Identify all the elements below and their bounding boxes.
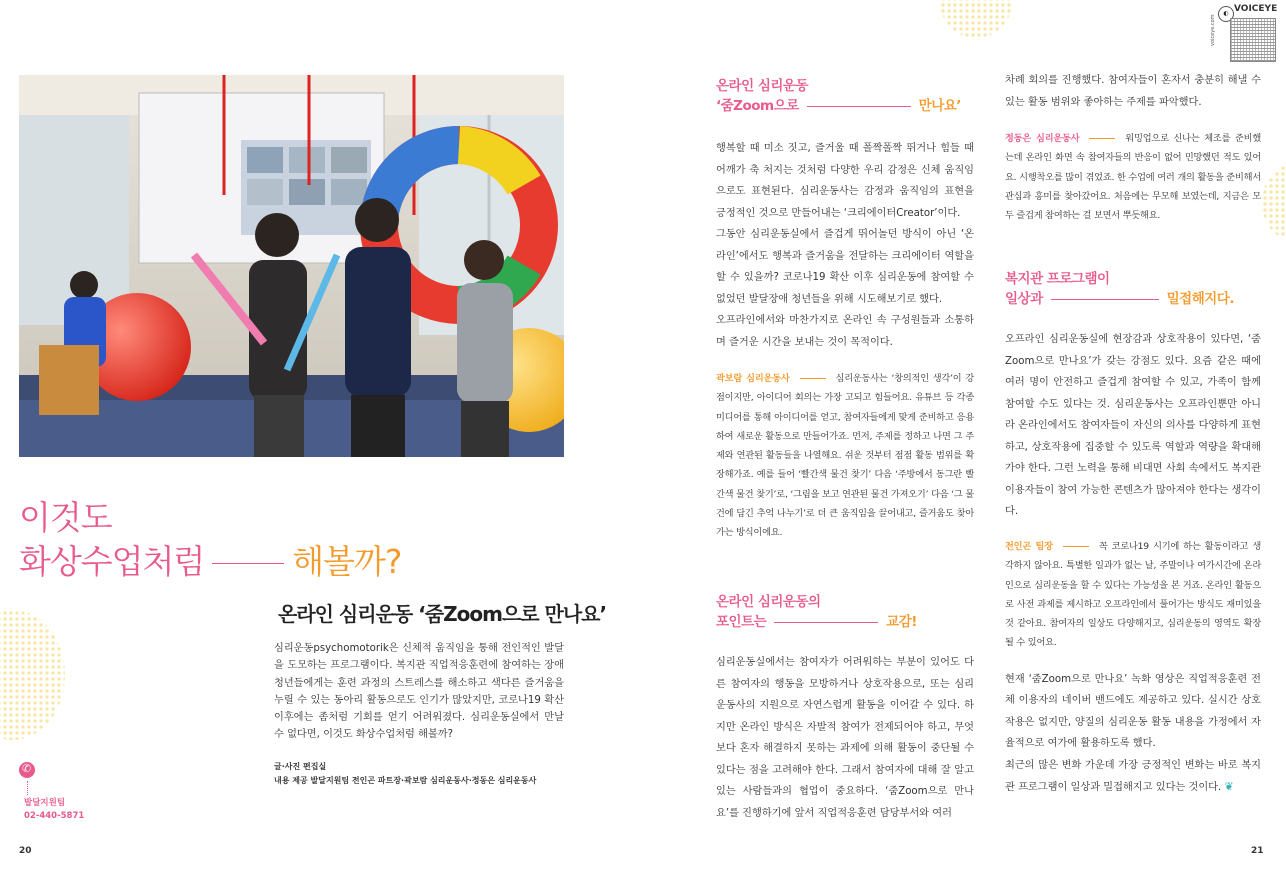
title-rule bbox=[212, 563, 284, 564]
interview-kwak bbox=[716, 369, 974, 543]
voiceye-pattern bbox=[1230, 18, 1276, 62]
voiceye-brand: VOICEYE bbox=[1234, 4, 1278, 14]
title-line2-b: 해볼까? bbox=[292, 542, 402, 581]
speaker-jeong: 정동은 심리운동사 bbox=[1005, 133, 1080, 144]
voiceye-logo-icon: ◐ bbox=[1218, 6, 1234, 22]
contact-info bbox=[24, 797, 84, 823]
section1-rule bbox=[807, 106, 911, 107]
section1-heading-line2-a: ‘줌Zoom으로 bbox=[716, 98, 799, 114]
credit-line1: 글·사진 편집실 bbox=[274, 762, 327, 771]
section3-rule bbox=[1051, 299, 1159, 300]
section2-heading bbox=[716, 592, 974, 632]
quote-kwak: 심리운동사는 ‘창의적인 생각’이 강점이지만, 아이디어 회의는 가장 고되고 힘들어요. 유튜브 등 각종 미디어를 통해 아이디어를 얻고, 참여자들에게 맞게 준비하고 응용하여 새로운 활동으로 만들어가죠. 먼저, 주제를 정하고 나면 그 주제와 연관된 활동들을 나열해요. 쉬운 것부터 점점 활동 범위를 확장해가죠. 예를 들어 ‘빨간색 물건 찾기’ 다음 ‘주방에서 동그란 빨간색 물건 찾기’로, ‘그림을 보고 연관된 물건 가져오기’ 다음 ‘그 물건에 담긴 추억 나누기’로 더 큰 움직임을 끌어내고, 즐거움도 찾아가는 방식이에요. bbox=[716, 373, 974, 539]
quote-jeong: 워밍업으로 신나는 체조를 준비했는데 온라인 화면 속 참여자들의 반응이 없어 민망했던 적도 있어요. 시행착오를 많이 겪었죠. 한 수업에 여러 개의 활동을 준비해서 관심과 흥미를 찾아갔어요. 처음에는 무모해 보였는데, 지금은 모두 즐겁게 참여하는 걸 보면서 뿌듯해요. bbox=[1005, 133, 1261, 222]
title-line2-a: 화상수업처럼 bbox=[19, 542, 205, 581]
article-photo bbox=[19, 75, 564, 457]
end-mark-icon: ❦ bbox=[1224, 780, 1234, 794]
speaker-jeon-rule bbox=[1063, 546, 1089, 547]
interview-jeon bbox=[1005, 537, 1261, 653]
speaker-jeong-rule bbox=[1089, 138, 1115, 139]
dot-decoration-top bbox=[940, 0, 1012, 38]
section1-paragraph3: 오프라인에서와 마찬가지로 온라인 속 구성원들과 소통하며 즐거운 시간을 보내는 것이 목적이다. bbox=[716, 315, 974, 348]
credit-line2: 내용 제공 발달지원팀 전인곤 파트장·곽보람 심리운동사·정동은 심리운동사 bbox=[274, 776, 537, 785]
section2-heading-line2-a: 포인트는 bbox=[716, 614, 767, 630]
column3 bbox=[1005, 70, 1261, 799]
section1-heading-line1: 온라인 심리운동 bbox=[716, 78, 808, 94]
col3-paragraph3 bbox=[1005, 755, 1261, 799]
dot-decoration-right bbox=[1262, 165, 1286, 240]
phone-icon: ✆ bbox=[19, 762, 35, 778]
section2-paragraph1: 심리운동실에서는 참여자가 어려워하는 부분이 있어도 다른 참여자의 행동을 모방하거나 상호작용으로, 또는 심리운동사의 지원으로 자연스럽게 활동을 이어갈 수 있다. 하지만 온라인 방식은 자발적 참여가 전제되어야 하고, 무엇보다 혼자 해결하지 못하는 과제에 의해 활동이 중단될 수 있다는 점을 고려해야 한다. 그래서 참여자에 대해 잘 알고 있는 사람들과의 협업이 중요하다. ‘줌Zoom으로 만나요’를 진행하기에 앞서 직업적응훈련 담당부서와 여러 bbox=[716, 657, 974, 819]
page-number-right: 21 bbox=[1251, 846, 1264, 856]
section3-heading-line1: 복지관 프로그램이 bbox=[1005, 271, 1110, 288]
section1-heading bbox=[716, 76, 974, 116]
contact-dotted-line bbox=[27, 781, 28, 795]
quote-jeon: 꼭 코로나19 시기에 하는 활동이라고 생각하지 않아요. 특별한 일과가 없는 날, 주말이나 여가시간에 온라인으로 심리운동을 할 수 있다는 가능성을 본 거죠. 온라인 활동으로 사전 과제를 제시하고 오프라인에서 풀어가는 방식도 재미있을 것 같아요. 참여자의 일상도 다양해지고, 심리운동의 영역도 확장될 수 있어요. bbox=[1005, 540, 1261, 649]
section1-paragraph1: 행복할 때 미소 짓고, 즐거울 때 폴짝폴짝 뛰거나 힘들 때 어깨가 축 처지는 것처럼 다양한 우리 감정은 신체 움직임으로도 표현된다. 심리운동사는 감정과 움직임의 표현을 긍정적인 것으로 만들어내는 ‘크리에이터Creator’이다. bbox=[716, 143, 974, 219]
credits bbox=[274, 760, 536, 788]
page-number-left: 20 bbox=[19, 846, 32, 856]
section2-heading-line2-b: 교감! bbox=[886, 614, 917, 630]
contact-phone: 02-440-5871 bbox=[24, 811, 85, 821]
col3-paragraph1: 오프라인 심리운동실에 현장감과 상호작용이 있다면, ‘줌Zoom으로 만나요’가 갖는 강점도 있다. 요즘 같은 때에 여러 명이 안전하고 즐겁게 참여할 수 있고, 가족이 함께 참여할 수도 있다는 것. 심리운동사는 오프라인뿐만 아니라 온라인에서도 참여자들이 자신의 의사를 다양하게 표현하고, 상호작용에 집중할 수 있도록 역할과 역량을 확대해가야 한다. 그런 노력을 통해 비대면 사회 속에서도 복지관 이용자들이 참여 가능한 콘텐츠가 많아져야 한다는 생각이다. bbox=[1005, 334, 1261, 518]
intro-paragraph: 심리운동psychomotorik은 신체적 움직임을 통해 전인적인 발달을 도모하는 프로그램이다. 복지관 직업적응훈련에 참여하는 장애 청년들에게는 훈련 과정의 스트레스를 해소하고 색다른 즐거움을 누릴 수 있는 동아리 활동으로도 인기가 많았지만, 코로나19 확산 이후에는 좀처럼 기회를 얻기 어려워졌다. 심리운동실에서 만날 수 없다면, 이것도 화상수업처럼 해볼까? bbox=[274, 643, 564, 741]
voiceye-code bbox=[1210, 2, 1278, 62]
speaker-kwak-rule bbox=[800, 378, 826, 379]
speaker-kwak: 곽보람 심리운동사 bbox=[716, 373, 790, 384]
title-line1: 이것도 bbox=[19, 498, 112, 537]
dot-decoration-left bbox=[0, 610, 65, 740]
section3-heading-line2-b: 밀접해지다. bbox=[1166, 291, 1234, 308]
title-line2 bbox=[19, 541, 401, 583]
voiceye-url: voiceye.com bbox=[1210, 14, 1216, 46]
section3-heading-line2-a: 일상과 bbox=[1005, 291, 1043, 308]
section2-heading-line1: 온라인 심리운동의 bbox=[716, 594, 821, 610]
subtitle: 온라인 심리운동 ‘줌Zoom으로 만나요’ bbox=[278, 602, 607, 626]
section1-heading-line2-b: 만나요’ bbox=[918, 98, 961, 114]
section2 bbox=[716, 592, 974, 824]
col3-paragraph2: 현재 ‘줌Zoom으로 만나요’ 녹화 영상은 직업적응훈련 전체 이용자의 네이버 밴드에도 제공하고 있다. 실시간 상호작용은 없지만, 양질의 심리운동 활동 내용을 가정에서 자율적으로 여가에 활용하도록 했다. bbox=[1005, 673, 1261, 750]
col3-paragraph3-text: 최근의 많은 변화 가운데 가장 긍정적인 변화는 바로 복지관 프로그램이 일상과 밀접해지고 있다는 것이다. bbox=[1005, 759, 1261, 794]
speaker-jeon: 전인곤 팀장 bbox=[1005, 540, 1053, 552]
contact-team: 발달지원팀 bbox=[24, 798, 66, 808]
interview-jeong bbox=[1005, 129, 1261, 225]
section1 bbox=[716, 76, 974, 543]
section3-heading bbox=[1005, 269, 1261, 309]
section2-rule bbox=[774, 622, 878, 623]
section1-paragraph2: 그동안 심리운동실에서 즐겁게 뛰어놀던 방식이 아닌 ‘온라인’에서도 행복과 즐거움을 전달하는 크리에이터 역할을 할 수 있을까? 코로나19 확산 이후 심리운동에 참여할 수 없었던 발달장애 청년들을 위해 시도해보기로 했다. bbox=[716, 229, 974, 305]
col3-paragraph0: 차례 회의를 진행했다. 참여자들이 혼자서 충분히 해낼 수 있는 활동 범위와 좋아하는 주제를 파악했다. bbox=[1005, 75, 1261, 108]
